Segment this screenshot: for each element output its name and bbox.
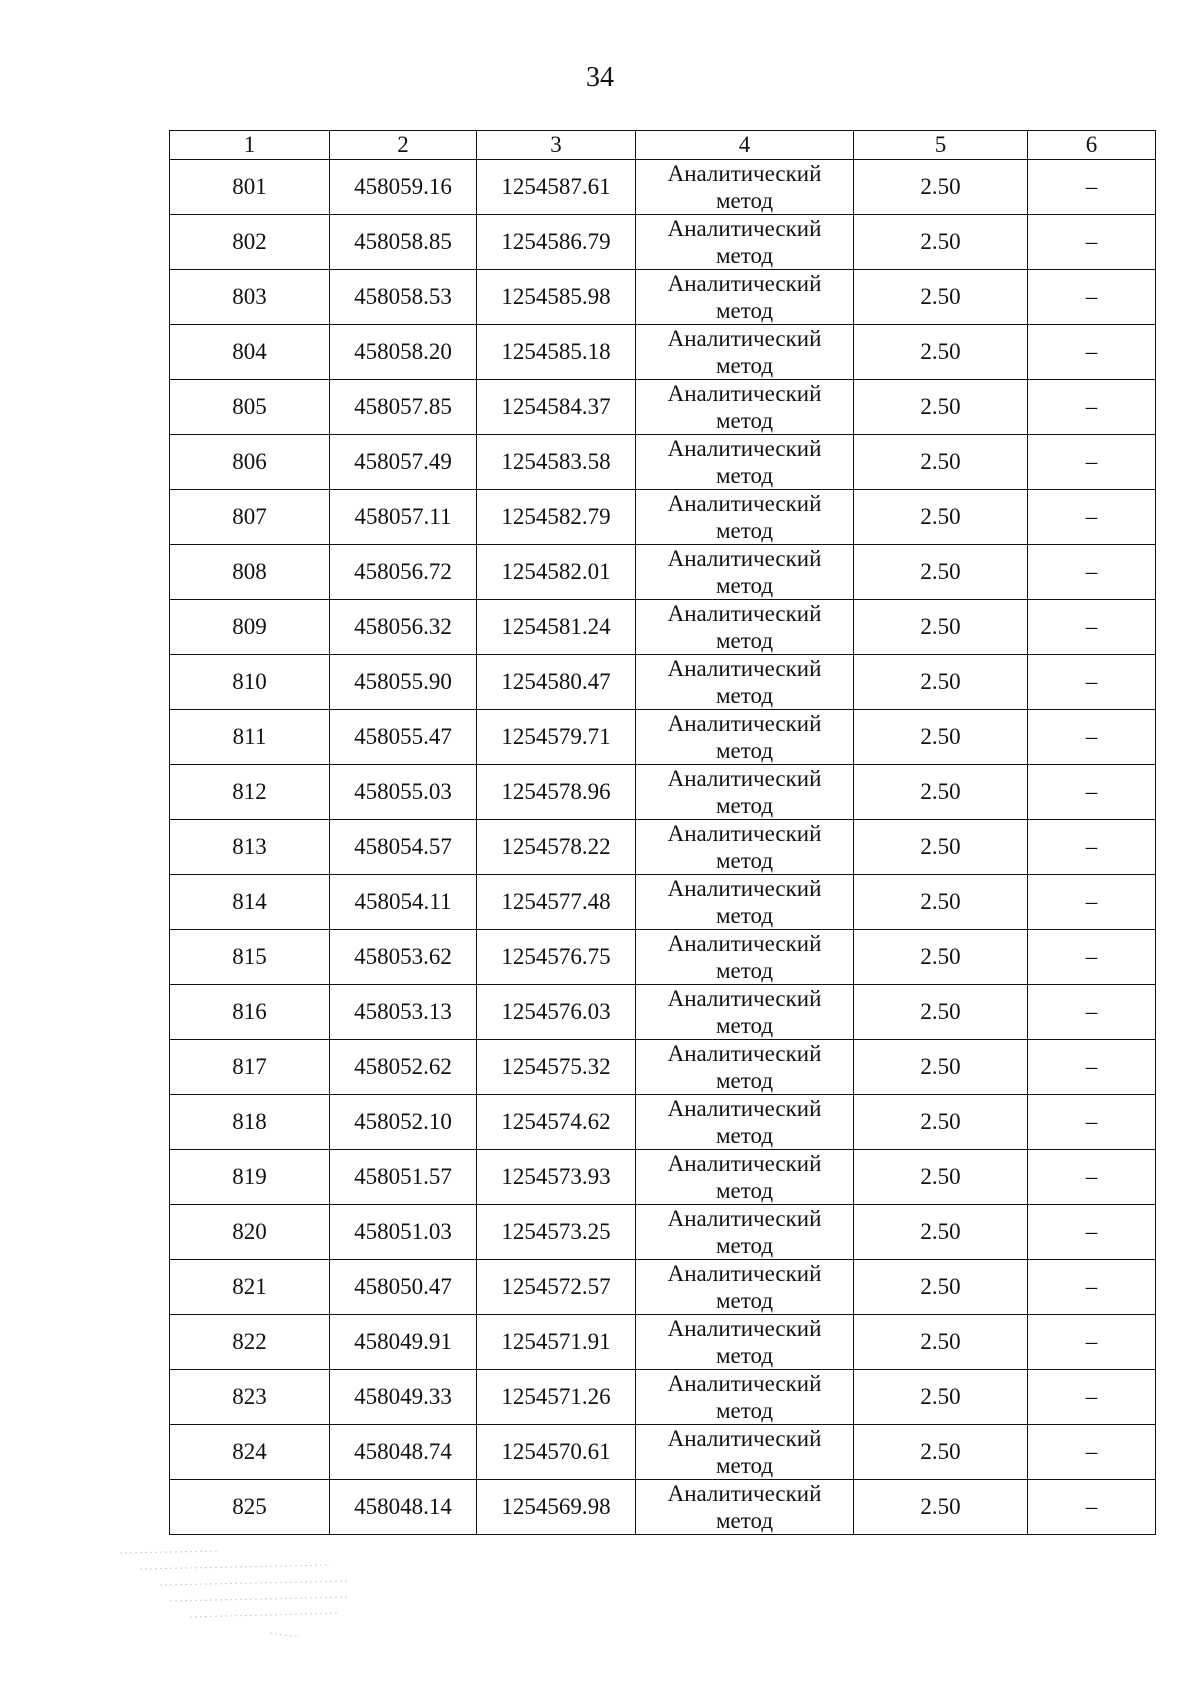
table-row bbox=[170, 160, 1156, 215]
accuracy-cell: 2.50 bbox=[854, 600, 1028, 655]
method-text-line1: Аналитический bbox=[667, 271, 822, 296]
accuracy-cell: 2.50 bbox=[854, 1205, 1028, 1260]
table-row bbox=[170, 1260, 1156, 1315]
method-cell bbox=[636, 160, 854, 215]
x-coordinate-cell: 458052.62 bbox=[330, 1040, 477, 1095]
table-row bbox=[170, 380, 1156, 435]
method-text-line1: Аналитический bbox=[667, 381, 822, 406]
table-row bbox=[170, 1205, 1156, 1260]
method-cell bbox=[636, 1095, 854, 1150]
point-number-cell: 823 bbox=[170, 1370, 330, 1425]
point-number-cell: 801 bbox=[170, 160, 330, 215]
accuracy-cell: 2.50 bbox=[854, 1150, 1028, 1205]
table-row bbox=[170, 270, 1156, 325]
method-text-line2: метод bbox=[715, 628, 774, 653]
accuracy-cell: 2.50 bbox=[854, 270, 1028, 325]
method-text-line1: Аналитический bbox=[667, 601, 822, 626]
y-coordinate-cell: 1254576.03 bbox=[477, 985, 636, 1040]
method-text-line2: метод bbox=[715, 518, 774, 543]
x-coordinate-cell: 458052.10 bbox=[330, 1095, 477, 1150]
method-cell bbox=[636, 1205, 854, 1260]
note-cell: – bbox=[1028, 655, 1156, 710]
point-number-cell: 818 bbox=[170, 1095, 330, 1150]
accuracy-cell: 2.50 bbox=[854, 930, 1028, 985]
point-number-cell: 822 bbox=[170, 1315, 330, 1370]
table-row bbox=[170, 985, 1156, 1040]
note-cell: – bbox=[1028, 710, 1156, 765]
method-text-line2: метод bbox=[715, 408, 774, 433]
method-cell bbox=[636, 710, 854, 765]
y-coordinate-cell: 1254584.37 bbox=[477, 380, 636, 435]
method-cell bbox=[636, 435, 854, 490]
method-cell bbox=[636, 215, 854, 270]
note-cell: – bbox=[1028, 270, 1156, 325]
note-cell: – bbox=[1028, 215, 1156, 270]
method-cell bbox=[636, 655, 854, 710]
x-coordinate-cell: 458057.11 bbox=[330, 490, 477, 545]
method-text-line1: Аналитический bbox=[667, 986, 822, 1011]
method-text-line1: Аналитический bbox=[667, 656, 822, 681]
point-number-cell: 812 bbox=[170, 765, 330, 820]
point-number-cell: 817 bbox=[170, 1040, 330, 1095]
point-number-cell: 824 bbox=[170, 1425, 330, 1480]
point-number-cell: 814 bbox=[170, 875, 330, 930]
x-coordinate-cell: 458058.85 bbox=[330, 215, 477, 270]
method-text-line2: метод bbox=[715, 1508, 774, 1533]
note-cell: – bbox=[1028, 930, 1156, 985]
y-coordinate-cell: 1254585.18 bbox=[477, 325, 636, 380]
note-cell: – bbox=[1028, 875, 1156, 930]
point-number-cell: 810 bbox=[170, 655, 330, 710]
x-coordinate-cell: 458058.20 bbox=[330, 325, 477, 380]
accuracy-cell: 2.50 bbox=[854, 1260, 1028, 1315]
accuracy-cell: 2.50 bbox=[854, 490, 1028, 545]
y-coordinate-cell: 1254585.98 bbox=[477, 270, 636, 325]
method-text-line1: Аналитический bbox=[667, 1371, 822, 1396]
y-coordinate-cell: 1254575.32 bbox=[477, 1040, 636, 1095]
accuracy-cell: 2.50 bbox=[854, 160, 1028, 215]
note-cell: – bbox=[1028, 1260, 1156, 1315]
method-text-line2: метод bbox=[715, 463, 774, 488]
y-coordinate-cell: 1254573.25 bbox=[477, 1205, 636, 1260]
table-row bbox=[170, 875, 1156, 930]
table-row bbox=[170, 765, 1156, 820]
note-cell: – bbox=[1028, 1480, 1156, 1535]
column-header: 5 bbox=[854, 131, 1028, 160]
method-cell bbox=[636, 820, 854, 875]
x-coordinate-cell: 458051.03 bbox=[330, 1205, 477, 1260]
x-coordinate-cell: 458049.91 bbox=[330, 1315, 477, 1370]
x-coordinate-cell: 458057.85 bbox=[330, 380, 477, 435]
note-cell: – bbox=[1028, 435, 1156, 490]
method-text-line2: метод bbox=[715, 848, 774, 873]
point-number-cell: 807 bbox=[170, 490, 330, 545]
method-cell bbox=[636, 985, 854, 1040]
method-cell bbox=[636, 380, 854, 435]
method-cell bbox=[636, 1480, 854, 1535]
table-row bbox=[170, 820, 1156, 875]
method-text-line1: Аналитический bbox=[667, 491, 822, 516]
method-text-line2: метод bbox=[715, 738, 774, 763]
point-number-cell: 804 bbox=[170, 325, 330, 380]
method-text-line2: метод bbox=[715, 1013, 774, 1038]
y-coordinate-cell: 1254570.61 bbox=[477, 1425, 636, 1480]
y-coordinate-cell: 1254576.75 bbox=[477, 930, 636, 985]
faded-stamp-mark bbox=[100, 1545, 390, 1665]
note-cell: – bbox=[1028, 1315, 1156, 1370]
x-coordinate-cell: 458056.72 bbox=[330, 545, 477, 600]
point-number-cell: 825 bbox=[170, 1480, 330, 1535]
method-text-line2: метод bbox=[715, 1068, 774, 1093]
y-coordinate-cell: 1254583.58 bbox=[477, 435, 636, 490]
table-row bbox=[170, 930, 1156, 985]
point-number-cell: 820 bbox=[170, 1205, 330, 1260]
accuracy-cell: 2.50 bbox=[854, 435, 1028, 490]
accuracy-cell: 2.50 bbox=[854, 655, 1028, 710]
y-coordinate-cell: 1254569.98 bbox=[477, 1480, 636, 1535]
method-cell bbox=[636, 545, 854, 600]
accuracy-cell: 2.50 bbox=[854, 710, 1028, 765]
y-coordinate-cell: 1254577.48 bbox=[477, 875, 636, 930]
method-cell bbox=[636, 600, 854, 655]
y-coordinate-cell: 1254579.71 bbox=[477, 710, 636, 765]
method-cell bbox=[636, 1150, 854, 1205]
method-text-line1: Аналитический bbox=[667, 546, 822, 571]
table-row bbox=[170, 1370, 1156, 1425]
note-cell: – bbox=[1028, 1095, 1156, 1150]
y-coordinate-cell: 1254571.26 bbox=[477, 1370, 636, 1425]
point-number-cell: 811 bbox=[170, 710, 330, 765]
note-cell: – bbox=[1028, 1205, 1156, 1260]
table-row bbox=[170, 490, 1156, 545]
x-coordinate-cell: 458055.47 bbox=[330, 710, 477, 765]
accuracy-cell: 2.50 bbox=[854, 765, 1028, 820]
method-text-line1: Аналитический bbox=[667, 1481, 822, 1506]
y-coordinate-cell: 1254573.93 bbox=[477, 1150, 636, 1205]
method-cell bbox=[636, 1040, 854, 1095]
x-coordinate-cell: 458053.62 bbox=[330, 930, 477, 985]
note-cell: – bbox=[1028, 160, 1156, 215]
method-text-line2: метод bbox=[715, 353, 774, 378]
method-text-line2: метод bbox=[715, 958, 774, 983]
point-number-cell: 819 bbox=[170, 1150, 330, 1205]
method-cell bbox=[636, 1425, 854, 1480]
accuracy-cell: 2.50 bbox=[854, 1480, 1028, 1535]
table-row bbox=[170, 1150, 1156, 1205]
coordinates-table bbox=[169, 130, 1156, 1535]
method-cell bbox=[636, 875, 854, 930]
x-coordinate-cell: 458054.11 bbox=[330, 875, 477, 930]
x-coordinate-cell: 458059.16 bbox=[330, 160, 477, 215]
column-header: 6 bbox=[1028, 131, 1156, 160]
point-number-cell: 816 bbox=[170, 985, 330, 1040]
accuracy-cell: 2.50 bbox=[854, 1370, 1028, 1425]
method-text-line2: метод bbox=[715, 1178, 774, 1203]
x-coordinate-cell: 458050.47 bbox=[330, 1260, 477, 1315]
method-text-line2: метод bbox=[715, 1343, 774, 1368]
method-text-line1: Аналитический bbox=[667, 1041, 822, 1066]
method-text-line1: Аналитический bbox=[667, 1151, 822, 1176]
note-cell: – bbox=[1028, 985, 1156, 1040]
note-cell: – bbox=[1028, 325, 1156, 380]
method-text-line2: метод bbox=[715, 683, 774, 708]
header-row bbox=[170, 131, 1156, 160]
note-cell: – bbox=[1028, 1150, 1156, 1205]
y-coordinate-cell: 1254586.79 bbox=[477, 215, 636, 270]
method-text-line1: Аналитический bbox=[667, 1426, 822, 1451]
point-number-cell: 803 bbox=[170, 270, 330, 325]
table-row bbox=[170, 1040, 1156, 1095]
accuracy-cell: 2.50 bbox=[854, 875, 1028, 930]
x-coordinate-cell: 458055.03 bbox=[330, 765, 477, 820]
note-cell: – bbox=[1028, 1425, 1156, 1480]
method-text-line1: Аналитический bbox=[667, 216, 822, 241]
page-number: 34 bbox=[586, 62, 614, 93]
accuracy-cell: 2.50 bbox=[854, 325, 1028, 380]
method-text-line1: Аналитический bbox=[667, 326, 822, 351]
accuracy-cell: 2.50 bbox=[854, 1095, 1028, 1150]
method-text-line2: метод bbox=[715, 1453, 774, 1478]
x-coordinate-cell: 458055.90 bbox=[330, 655, 477, 710]
table-body bbox=[170, 160, 1156, 1535]
x-coordinate-cell: 458053.13 bbox=[330, 985, 477, 1040]
table-row bbox=[170, 1315, 1156, 1370]
table-row bbox=[170, 1480, 1156, 1535]
method-text-line1: Аналитический bbox=[667, 1261, 822, 1286]
point-number-cell: 821 bbox=[170, 1260, 330, 1315]
note-cell: – bbox=[1028, 545, 1156, 600]
column-header: 3 bbox=[477, 131, 636, 160]
method-text-line2: метод bbox=[715, 573, 774, 598]
method-text-line1: Аналитический bbox=[667, 931, 822, 956]
method-text-line1: Аналитический bbox=[667, 1206, 822, 1231]
note-cell: – bbox=[1028, 490, 1156, 545]
point-number-cell: 802 bbox=[170, 215, 330, 270]
accuracy-cell: 2.50 bbox=[854, 985, 1028, 1040]
point-number-cell: 808 bbox=[170, 545, 330, 600]
note-cell: – bbox=[1028, 1370, 1156, 1425]
method-text-line2: метод bbox=[715, 298, 774, 323]
y-coordinate-cell: 1254581.24 bbox=[477, 600, 636, 655]
table-row bbox=[170, 545, 1156, 600]
method-cell bbox=[636, 270, 854, 325]
y-coordinate-cell: 1254572.57 bbox=[477, 1260, 636, 1315]
x-coordinate-cell: 458058.53 bbox=[330, 270, 477, 325]
accuracy-cell: 2.50 bbox=[854, 545, 1028, 600]
y-coordinate-cell: 1254578.22 bbox=[477, 820, 636, 875]
table-row bbox=[170, 600, 1156, 655]
method-cell bbox=[636, 325, 854, 380]
x-coordinate-cell: 458051.57 bbox=[330, 1150, 477, 1205]
method-text-line2: метод bbox=[715, 243, 774, 268]
column-header: 2 bbox=[330, 131, 477, 160]
method-cell bbox=[636, 1260, 854, 1315]
method-cell bbox=[636, 930, 854, 985]
y-coordinate-cell: 1254582.01 bbox=[477, 545, 636, 600]
point-number-cell: 809 bbox=[170, 600, 330, 655]
note-cell: – bbox=[1028, 380, 1156, 435]
method-text-line1: Аналитический bbox=[667, 821, 822, 846]
method-text-line1: Аналитический bbox=[667, 876, 822, 901]
method-text-line2: метод bbox=[715, 188, 774, 213]
method-text-line1: Аналитический bbox=[667, 1096, 822, 1121]
method-text-line2: метод bbox=[715, 1288, 774, 1313]
method-text-line2: метод bbox=[715, 1233, 774, 1258]
table-row bbox=[170, 215, 1156, 270]
x-coordinate-cell: 458048.14 bbox=[330, 1480, 477, 1535]
table-row bbox=[170, 1095, 1156, 1150]
method-text-line1: Аналитический bbox=[667, 766, 822, 791]
point-number-cell: 813 bbox=[170, 820, 330, 875]
note-cell: – bbox=[1028, 765, 1156, 820]
method-cell bbox=[636, 1370, 854, 1425]
y-coordinate-cell: 1254582.79 bbox=[477, 490, 636, 545]
y-coordinate-cell: 1254580.47 bbox=[477, 655, 636, 710]
method-text-line1: Аналитический bbox=[667, 436, 822, 461]
method-text-line2: метод bbox=[715, 793, 774, 818]
method-text-line2: метод bbox=[715, 1398, 774, 1423]
method-text-line2: метод bbox=[715, 903, 774, 928]
table-row bbox=[170, 710, 1156, 765]
table-row bbox=[170, 1425, 1156, 1480]
note-cell: – bbox=[1028, 600, 1156, 655]
accuracy-cell: 2.50 bbox=[854, 1315, 1028, 1370]
x-coordinate-cell: 458054.57 bbox=[330, 820, 477, 875]
method-text-line1: Аналитический bbox=[667, 711, 822, 736]
y-coordinate-cell: 1254578.96 bbox=[477, 765, 636, 820]
table-row bbox=[170, 655, 1156, 710]
accuracy-cell: 2.50 bbox=[854, 215, 1028, 270]
point-number-cell: 806 bbox=[170, 435, 330, 490]
table-row bbox=[170, 325, 1156, 380]
accuracy-cell: 2.50 bbox=[854, 1040, 1028, 1095]
accuracy-cell: 2.50 bbox=[854, 820, 1028, 875]
column-header: 1 bbox=[170, 131, 330, 160]
note-cell: – bbox=[1028, 1040, 1156, 1095]
method-text-line2: метод bbox=[715, 1123, 774, 1148]
method-cell bbox=[636, 765, 854, 820]
point-number-cell: 815 bbox=[170, 930, 330, 985]
x-coordinate-cell: 458057.49 bbox=[330, 435, 477, 490]
y-coordinate-cell: 1254587.61 bbox=[477, 160, 636, 215]
accuracy-cell: 2.50 bbox=[854, 380, 1028, 435]
x-coordinate-cell: 458056.32 bbox=[330, 600, 477, 655]
y-coordinate-cell: 1254574.62 bbox=[477, 1095, 636, 1150]
x-coordinate-cell: 458049.33 bbox=[330, 1370, 477, 1425]
y-coordinate-cell: 1254571.91 bbox=[477, 1315, 636, 1370]
method-text-line1: Аналитический bbox=[667, 161, 822, 186]
x-coordinate-cell: 458048.74 bbox=[330, 1425, 477, 1480]
column-header: 4 bbox=[636, 131, 854, 160]
accuracy-cell: 2.50 bbox=[854, 1425, 1028, 1480]
method-text-line1: Аналитический bbox=[667, 1316, 822, 1341]
table-row bbox=[170, 435, 1156, 490]
method-cell bbox=[636, 1315, 854, 1370]
note-cell: – bbox=[1028, 820, 1156, 875]
point-number-cell: 805 bbox=[170, 380, 330, 435]
method-cell bbox=[636, 490, 854, 545]
